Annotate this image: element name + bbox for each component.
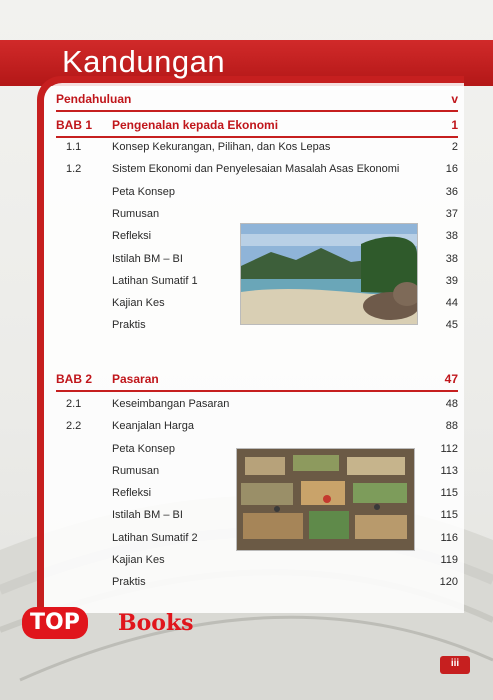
toc-page-number: 37 bbox=[445, 208, 458, 220]
toc-item-row bbox=[56, 208, 458, 228]
toc-code: BAB 2 bbox=[56, 372, 93, 386]
toc-title: Refleksi bbox=[112, 487, 152, 499]
toc-divider bbox=[56, 390, 458, 392]
toc-section-row bbox=[56, 141, 458, 161]
toc-page-number: 2 bbox=[451, 141, 458, 153]
toc-title: Latihan Sumatif 2 bbox=[112, 532, 198, 544]
toc-page-number: 48 bbox=[445, 398, 458, 410]
page-title: Kandungan bbox=[62, 44, 226, 79]
toc-page-number: 116 bbox=[440, 532, 458, 544]
toc-title: Rumusan bbox=[112, 208, 160, 220]
toc-title: Praktis bbox=[112, 576, 146, 588]
toc-code: 1.1 bbox=[66, 141, 82, 153]
toc-item-row bbox=[56, 509, 458, 529]
toc-page-number: 44 bbox=[445, 297, 458, 309]
toc-page-number: 1 bbox=[451, 118, 458, 132]
toc-item-row bbox=[56, 297, 458, 317]
toc-title: Kajian Kes bbox=[112, 297, 165, 309]
toc-item-row bbox=[56, 532, 458, 552]
toc-title: Rumusan bbox=[112, 465, 160, 477]
toc-divider bbox=[56, 136, 458, 138]
toc-code: 2.1 bbox=[66, 398, 82, 410]
toc-item-row bbox=[56, 253, 458, 273]
toc-title: Peta Konsep bbox=[112, 186, 175, 198]
toc-divider bbox=[56, 110, 458, 112]
toc-intro-row bbox=[56, 92, 458, 112]
toc-page-number: 45 bbox=[445, 319, 458, 331]
toc-page-number: v bbox=[451, 92, 458, 106]
toc-item-row bbox=[56, 319, 458, 339]
toc-title: Refleksi bbox=[112, 230, 152, 242]
toc-page-number: 112 bbox=[440, 443, 458, 455]
toc-title: Pasaran bbox=[112, 372, 159, 386]
toc-page-number: 39 bbox=[445, 275, 458, 287]
toc-item-row bbox=[56, 275, 458, 295]
toc-item-row bbox=[56, 487, 458, 507]
toc-page-number: 88 bbox=[445, 420, 458, 432]
watermark-top: TOP bbox=[22, 607, 88, 639]
toc-code: BAB 1 bbox=[56, 118, 93, 132]
toc-title: Pendahuluan bbox=[56, 92, 132, 106]
toc-title: Istilah BM – BI bbox=[112, 253, 183, 265]
toc-item-row bbox=[56, 230, 458, 250]
toc-page-number: 47 bbox=[444, 372, 458, 386]
toc-title: Konsep Kekurangan, Pilihan, dan Kos Lepas bbox=[112, 141, 331, 153]
toc-title: Keanjalan Harga bbox=[112, 420, 194, 432]
toc-item-row bbox=[56, 186, 458, 206]
toc-page-number: 119 bbox=[440, 554, 458, 566]
page-number: iii bbox=[450, 658, 460, 669]
toc-code: 2.2 bbox=[66, 420, 82, 432]
toc-page-number: 38 bbox=[445, 230, 458, 242]
toc-title: Istilah BM – BI bbox=[112, 509, 183, 521]
toc-section-row bbox=[56, 420, 458, 440]
toc-item-row bbox=[56, 554, 458, 574]
toc-section-row bbox=[56, 163, 458, 183]
toc-title: Praktis bbox=[112, 319, 146, 331]
toc-code: 1.2 bbox=[66, 163, 82, 175]
toc-page-number: 115 bbox=[440, 487, 458, 499]
watermark-logo bbox=[22, 605, 222, 643]
toc-chapter-row bbox=[56, 372, 458, 392]
toc-section-row bbox=[56, 398, 458, 418]
toc-title: Kajian Kes bbox=[112, 554, 165, 566]
toc-title: Sistem Ekonomi dan Penyelesaian Masalah Asas Ekonomi bbox=[112, 163, 400, 175]
toc-page-number: 120 bbox=[439, 576, 458, 588]
toc-page-number: 36 bbox=[445, 186, 458, 198]
toc-item-row bbox=[56, 465, 458, 485]
toc-title: Pengenalan kepada Ekonomi bbox=[112, 118, 279, 132]
toc-item-row bbox=[56, 576, 458, 596]
toc-page-number: 16 bbox=[445, 163, 458, 175]
toc-page-number: 113 bbox=[440, 465, 458, 477]
toc-chapter-row bbox=[56, 118, 458, 138]
toc-title: Latihan Sumatif 1 bbox=[112, 275, 198, 287]
toc-page-number: 115 bbox=[440, 509, 458, 521]
toc-title: Peta Konsep bbox=[112, 443, 175, 455]
toc-title: Keseimbangan Pasaran bbox=[112, 398, 230, 410]
watermark-books: Books bbox=[118, 610, 194, 636]
toc-item-row bbox=[56, 443, 458, 463]
toc-page-number: 38 bbox=[445, 253, 458, 265]
